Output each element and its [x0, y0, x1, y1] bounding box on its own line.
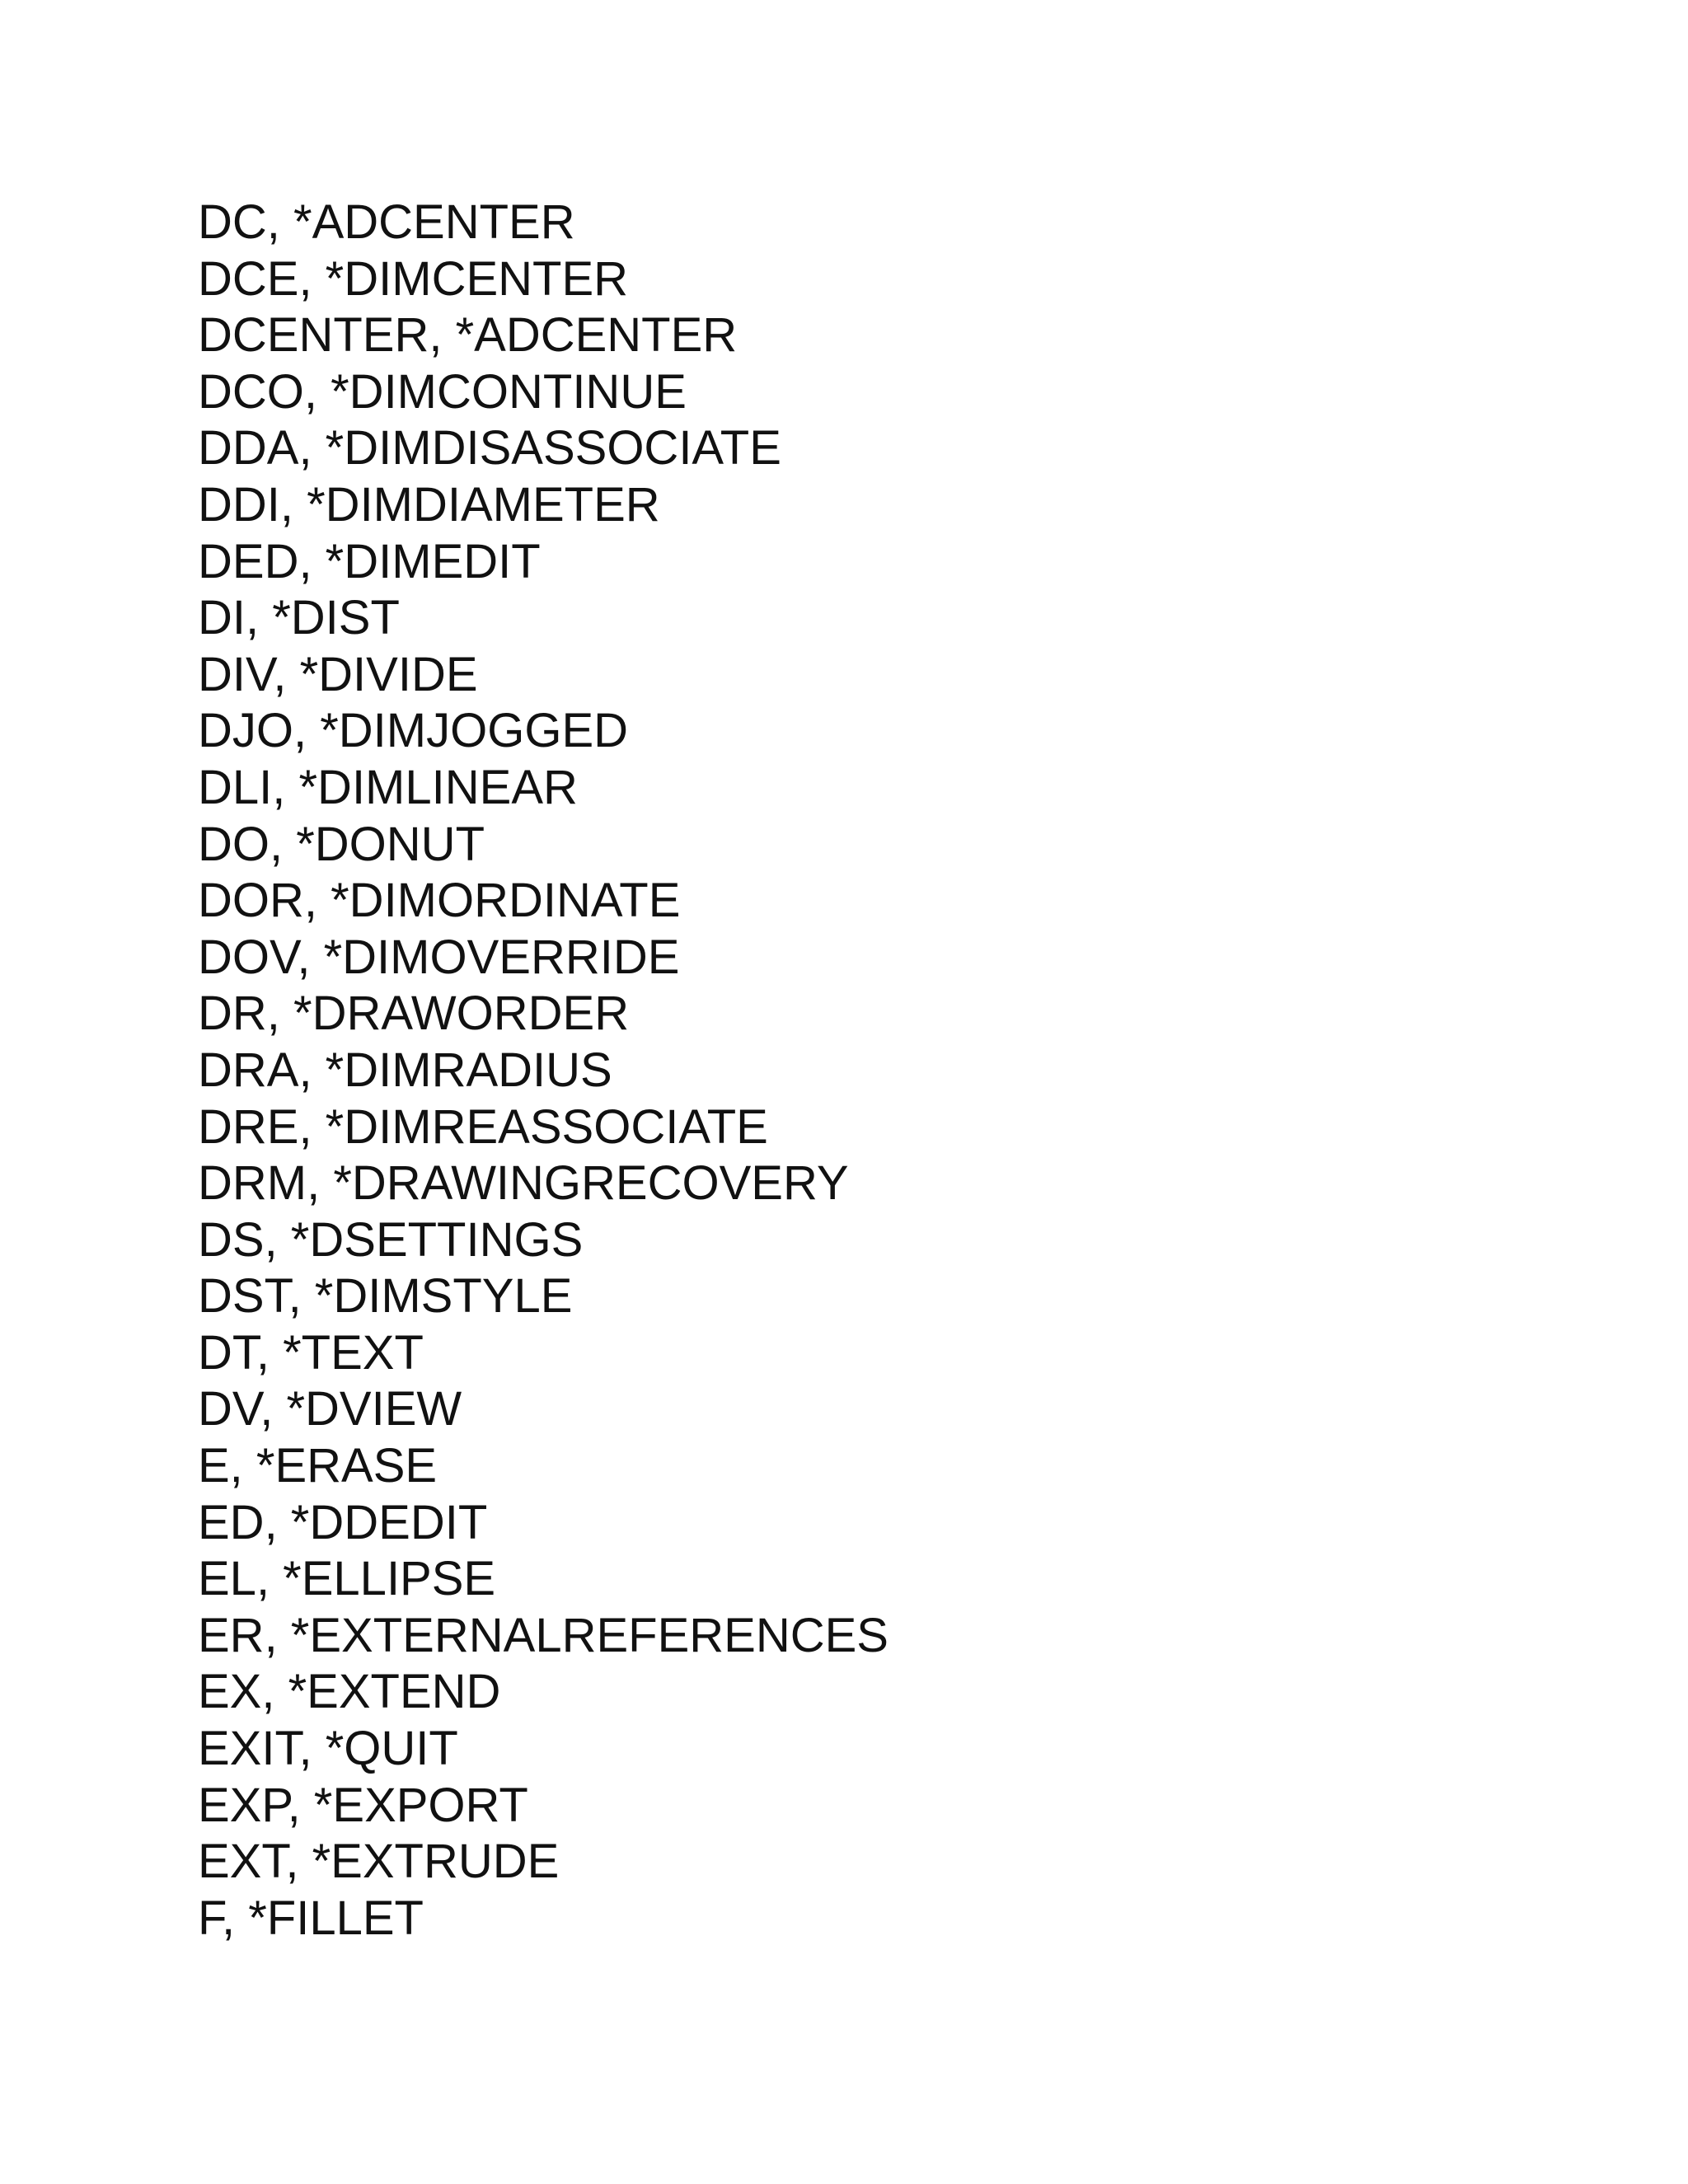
alias-line: DST, *DIMSTYLE: [198, 1269, 573, 1324]
alias-line: EL, *ELLIPSE: [198, 1552, 496, 1606]
alias-line: DRE, *DIMREASSOCIATE: [198, 1099, 768, 1154]
alias-line: DIV, *DIVIDE: [198, 647, 478, 701]
alias-line: DJO, *DIMJOGGED: [198, 704, 629, 758]
alias-line: DDI, *DIMDIAMETER: [198, 477, 660, 532]
alias-line: DI, *DIST: [198, 591, 400, 645]
alias-line: EX, *EXTEND: [198, 1665, 501, 1719]
alias-line: DLI, *DIMLINEAR: [198, 760, 578, 814]
alias-line: EXP, *EXPORT: [198, 1778, 528, 1832]
alias-line: DC, *ADCENTER: [198, 195, 575, 249]
alias-line: DV, *DVIEW: [198, 1382, 462, 1436]
alias-line: DCE, *DIMCENTER: [198, 251, 629, 306]
alias-line: DR, *DRAWORDER: [198, 987, 630, 1041]
alias-line: DCO, *DIMCONTINUE: [198, 364, 687, 419]
alias-line: DDA, *DIMDISASSOCIATE: [198, 421, 781, 476]
command-alias-list: [198, 194, 889, 1947]
alias-line: ED, *DDEDIT: [198, 1495, 488, 1549]
alias-line: DED, *DIMEDIT: [198, 534, 541, 588]
alias-line: EXIT, *QUIT: [198, 1722, 458, 1776]
alias-line: E, *ERASE: [198, 1439, 438, 1493]
alias-line: ER, *EXTERNALREFERENCES: [198, 1608, 889, 1662]
alias-line: EXT, *EXTRUDE: [198, 1835, 560, 1889]
alias-line: DOV, *DIMOVERRIDE: [198, 930, 680, 984]
alias-line: DOR, *DIMORDINATE: [198, 874, 681, 928]
alias-line: DRA, *DIMRADIUS: [198, 1043, 612, 1097]
alias-line: DT, *TEXT: [198, 1325, 424, 1380]
alias-line: DO, *DONUT: [198, 817, 485, 871]
alias-line: F, *FILLET: [198, 1891, 424, 1945]
alias-line: DS, *DSETTINGS: [198, 1212, 584, 1267]
alias-line: DRM, *DRAWINGRECOVERY: [198, 1156, 849, 1211]
alias-line: DCENTER, *ADCENTER: [198, 308, 738, 363]
